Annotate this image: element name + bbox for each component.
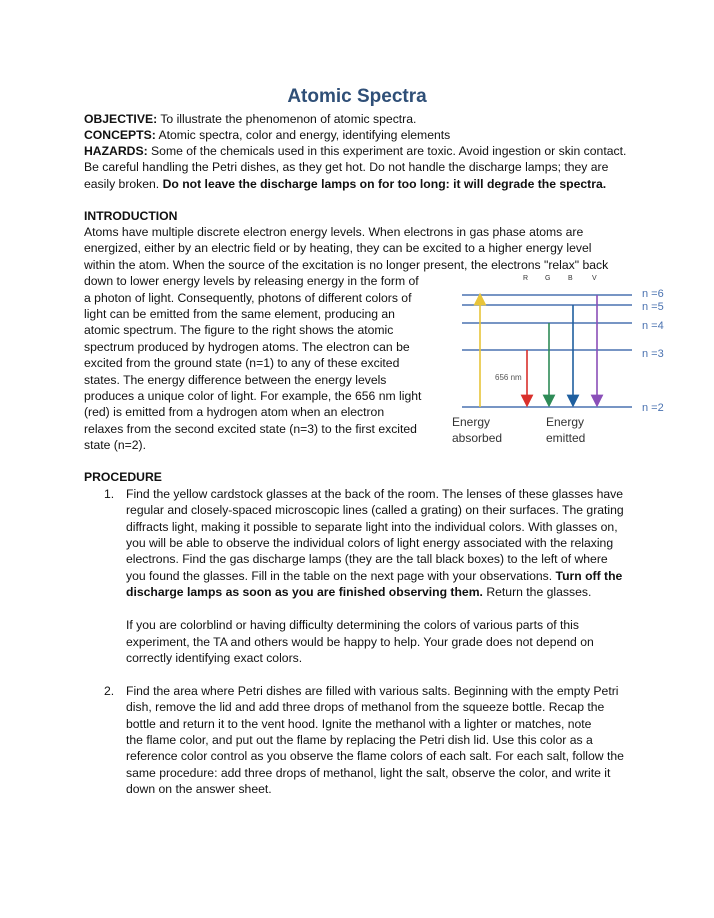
intro-line: states. The energy difference between the energy levels <box>84 373 387 387</box>
hazards-text-3a: easily broken. <box>84 177 160 191</box>
intro-line: Atoms have multiple discrete electron energy levels. When electrons in gas phase atoms are <box>84 225 584 239</box>
concepts-label: CONCEPTS: <box>84 128 156 142</box>
intro-line: a photon of light. Consequently, photons of different colors of <box>84 291 412 305</box>
step1-line: Find the yellow cardstock glasses at the back of the room. The lenses of these glasses have <box>126 487 624 501</box>
hazards-warning: Do not leave the discharge lamps on for too long: it will degrade the spectra. <box>162 177 607 191</box>
step1-turn-off-text: Turn off the <box>555 569 623 583</box>
intro-line: within the atom. When the source of the excitation is no longer present, the electrons "relax" back <box>84 258 609 272</box>
step2-line: dish, remove the lid and add three drops of methanol from the squeeze bottle. Recap the <box>126 700 605 714</box>
intro-line: down to lower energy levels by releasing energy in the form of <box>84 274 419 288</box>
intro-line: state (n=2). <box>84 438 146 452</box>
step1-line-7 <box>126 584 591 601</box>
hydrogen-energy-level-diagram <box>444 268 684 452</box>
page-title: Atomic Spectra <box>287 86 427 107</box>
intro-line: relaxes from the second excited state (n=3) to the first excited <box>84 422 417 436</box>
intro-line: spectrum produced by hydrogen atoms. The electron can be <box>84 340 410 354</box>
step2-line: Find the area where Petri dishes are filled with various salts. Beginning with the empty Petri <box>126 684 619 698</box>
hazards-line-2: Be careful handling the Petri dishes, as they get hot. Do not handle the discharge lamps; they are <box>84 160 609 174</box>
step1-discharge-warning: discharge lamps as soon as you are finished observing them. <box>126 585 483 599</box>
step1-line: regular and closely-spaced microscopic lines (called a grating) on their surfaces. The grating <box>126 503 624 517</box>
intro-line: produces a unique color of light. For example, the 656 nm light <box>84 389 422 403</box>
emitted-label-line2: emitted <box>546 431 586 445</box>
step2-line: bottle and return it to the vent hood. Ignite the methanol with a lighter or matches, note <box>126 717 592 731</box>
step1-line: you will be able to observe the individual colors of light energy associated with the relaxing <box>126 536 614 550</box>
intro-line: (red) is emitted from a hydrogen atom when an electron <box>84 405 385 419</box>
introduction-heading: INTRODUCTION <box>84 209 178 223</box>
hazards-line-3 <box>84 176 606 193</box>
hazards-text-1: Some of the chemicals used in this experiment are toxic. Avoid ingestion or skin contact. <box>151 144 627 158</box>
level-label-n5: n =5 <box>642 301 664 313</box>
hazards-label: HAZARDS: <box>84 144 148 158</box>
step2-line: down on the answer sheet. <box>126 782 272 796</box>
concepts-text: Atomic spectra, color and energy, identifying elements <box>158 128 451 142</box>
intro-line: atomic spectrum. The figure to the right shows the atomic <box>84 323 394 337</box>
level-label-n2: n =2 <box>642 402 664 414</box>
step1-note-line: experiment, the TA and others would be happy to help. Your grade does not depend on <box>126 635 594 649</box>
objective-text: To illustrate the phenomenon of atomic spectra. <box>160 112 417 126</box>
step1-line-6 <box>126 568 622 585</box>
step1-line: electrons. Find the gas discharge lamps (they are the tall black boxes) to the left of where <box>126 552 608 566</box>
step1-note-line: If you are colorblind or having difficulty determining the colors of various parts of this <box>126 618 579 632</box>
step2-number: 2. <box>104 684 115 698</box>
color-label-v: V <box>592 275 597 282</box>
level-label-n6: n =6 <box>642 288 664 300</box>
step2-line: reference color control as you observe the flame colors of each salt. For each salt, follow the <box>126 749 624 763</box>
color-label-b: B <box>568 275 573 282</box>
step2-line: the flame color, and put out the flame by replacing the Petri dish lid. Use this color as a <box>126 733 593 747</box>
level-label-n3: n =3 <box>642 348 664 360</box>
intro-line: light can be emitted from the same element, producing an <box>84 307 395 321</box>
concepts-line <box>84 127 450 144</box>
step2-line: same procedure: add three drops of methanol, light the salt, observe the color, and write it <box>126 766 611 780</box>
level-label-n4: n =4 <box>642 320 664 332</box>
step1-number: 1. <box>104 487 115 501</box>
absorbed-label-line1: Energy <box>452 415 491 429</box>
wavelength-label: 656 nm <box>495 373 522 382</box>
emitted-label-line1: Energy <box>546 415 585 429</box>
step1-return-text: Return the glasses. <box>486 585 592 599</box>
step1-note-line: correctly identifying exact colors. <box>126 651 303 665</box>
intro-line: energized, either by an electric field or by heating, they can be excited to a higher energy level <box>84 241 592 255</box>
color-label-g: G <box>545 275 551 282</box>
color-label-r: R <box>523 275 529 282</box>
hazards-line-1 <box>84 143 626 160</box>
procedure-heading: PROCEDURE <box>84 470 162 484</box>
step1-line-6-text: you found the glasses. Fill in the table on the next page with your observations. <box>126 569 553 583</box>
step1-line: diffracts light, making it possible to separate light into the individual colors. With glasses on, <box>126 520 618 534</box>
absorbed-label-line2: absorbed <box>452 431 503 445</box>
objective-label: OBJECTIVE: <box>84 112 158 126</box>
intro-line: excited from the ground state (n=1) to any of these excited <box>84 356 400 370</box>
objective-line <box>84 111 416 128</box>
